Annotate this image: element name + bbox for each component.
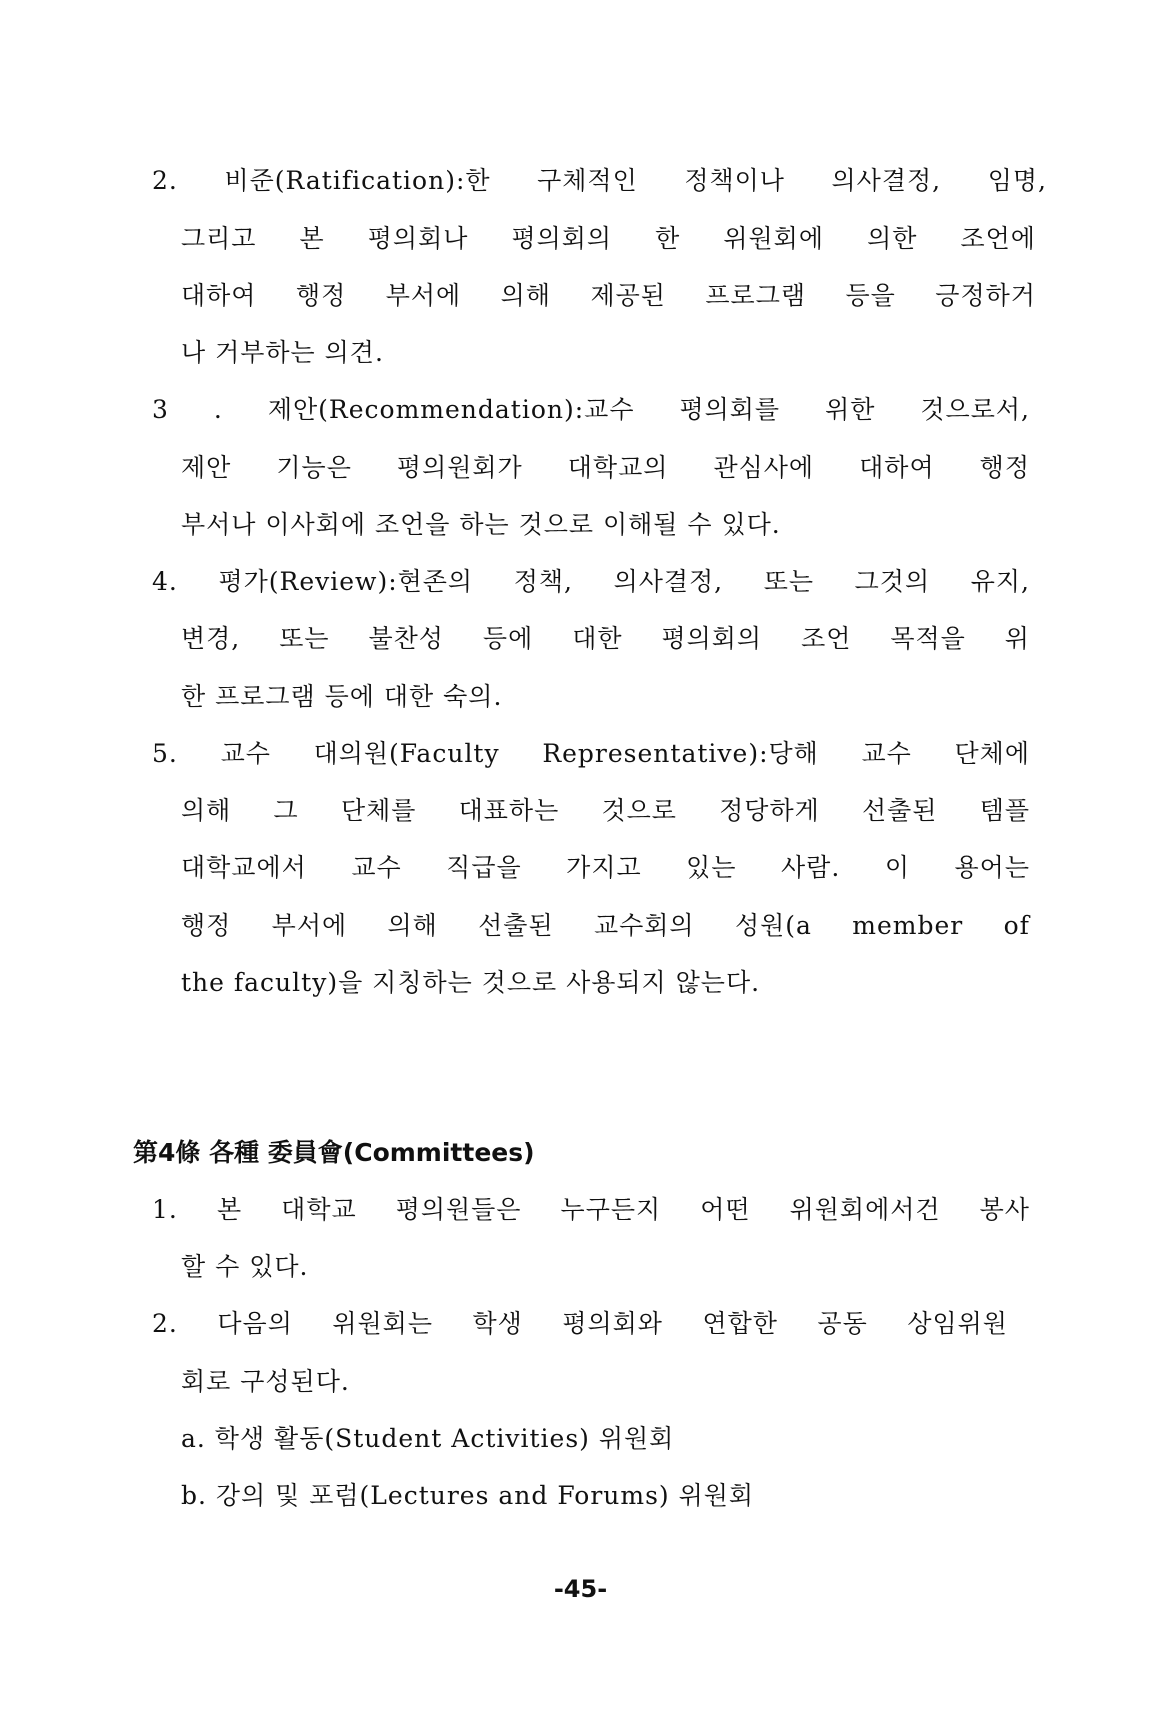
sub-item-b: b. 강의 및 포럼(Lectures and Forums) 위원회 [181,1481,755,1510]
definition-5-line-1: 5. 교수 대의원(Faculty Representative):당해 교수 단체에 [152,739,1030,768]
definition-5-line-3: 대학교에서 교수 직급을 가지고 있는 사람. 이 용어는 [181,853,1030,882]
committee-1-line-2: 할 수 있다. [181,1252,309,1281]
committee-1-line-1: 1. 본 대학교 평의원들은 누구든지 어떤 위원회에서건 봉사 [152,1195,1030,1224]
definition-2-line-4: 나 거부하는 의견. [181,338,384,367]
section-heading: 第4條 各種 委員會(Committees) [133,1138,535,1167]
page-number: -45- [553,1575,608,1603]
committee-2-line-2: 회로 구성된다. [181,1367,350,1396]
definition-2-line-3: 대하여 행정 부서에 의해 제공된 프로그램 등을 긍정하거 [181,281,1036,310]
definition-4-line-3: 한 프로그램 등에 대한 숙의. [181,682,503,711]
definition-5-line-4: 행정 부서에 의해 선출된 교수회의 성원(a member of [181,911,1030,940]
definition-3-line-2: 제안 기능은 평의원회가 대학교의 관심사에 대하여 행정 [181,453,1030,482]
definition-5-line-5: the faculty)을 지칭하는 것으로 사용되지 않는다. [181,968,761,997]
definition-5-line-2: 의해 그 단체를 대표하는 것으로 정당하게 선출된 템플 [181,796,1030,825]
committee-2-line-1: 2. 다음의 위원회는 학생 평의회와 연합한 공동 상임위원 [152,1309,1008,1338]
definition-4-line-2: 변경, 또는 불찬성 등에 대한 평의회의 조언 목적을 위 [181,624,1030,653]
definition-2-line-1: 2. 비준(Ratification):한 구체적인 정책이나 의사결정, 임명, [152,166,1047,195]
definition-2-line-2: 그리고 본 평의회나 평의회의 한 위원회에 의한 조언에 [181,224,1036,253]
definition-3-line-3: 부서나 이사회에 조언을 하는 것으로 이해될 수 있다. [181,510,781,539]
definition-3-line-1: 3 . 제안(Recommendation):교수 평의회를 위한 것으로서, [152,395,1030,424]
definition-4-line-1: 4. 평가(Review):현존의 정책, 의사결정, 또는 그것의 유지, [152,567,1030,596]
sub-item-a: a. 학생 활동(Student Activities) 위원회 [181,1424,675,1453]
